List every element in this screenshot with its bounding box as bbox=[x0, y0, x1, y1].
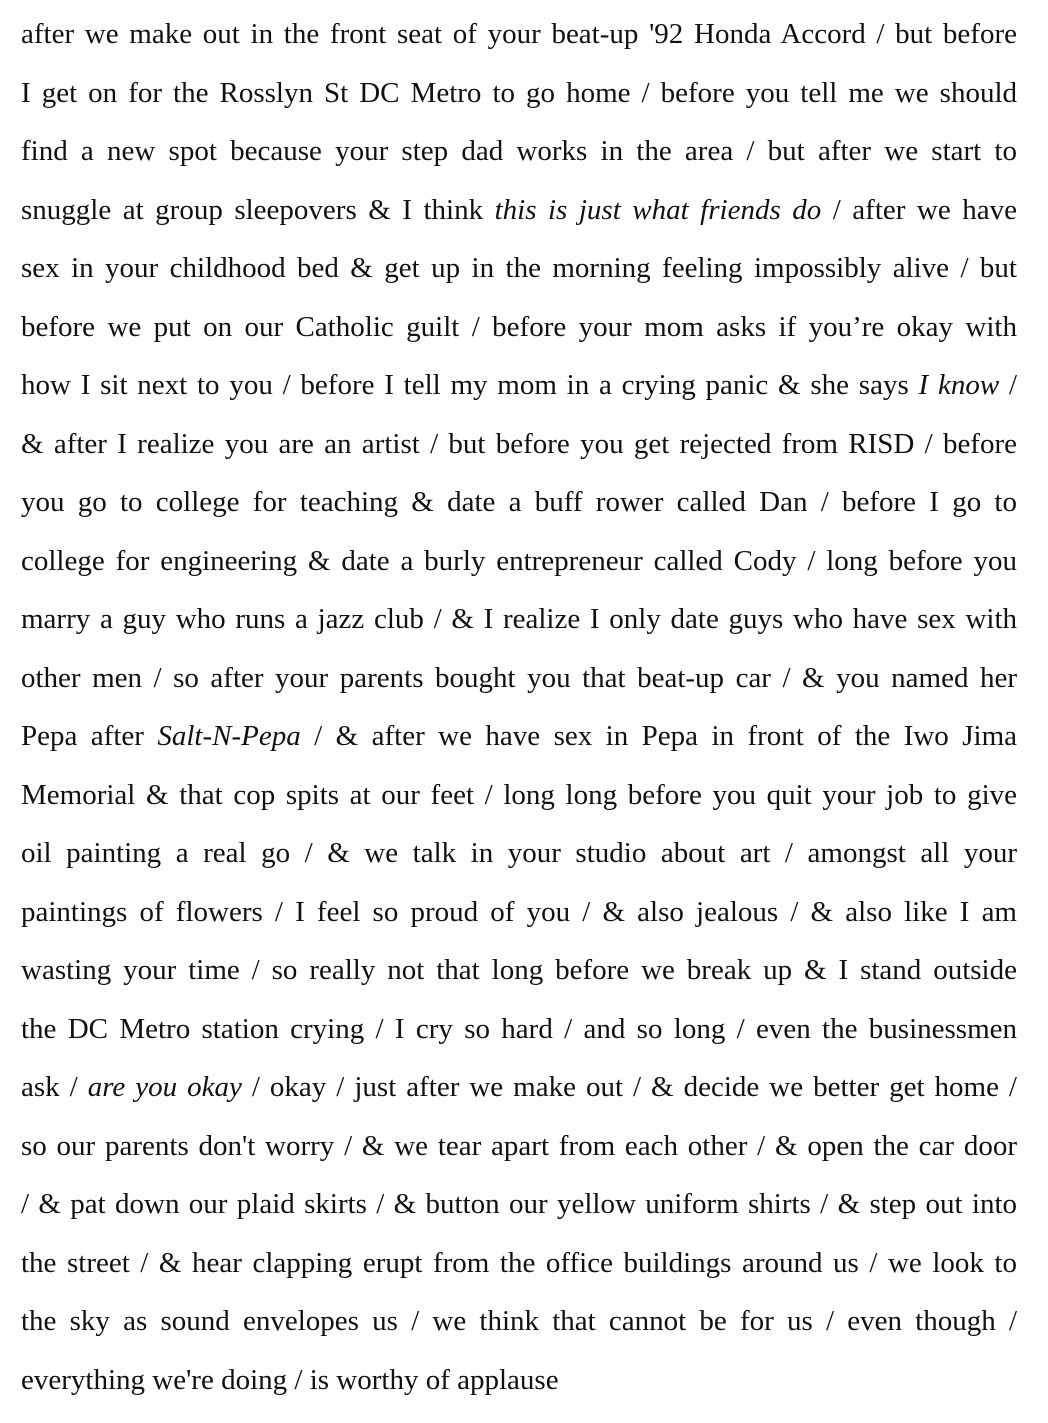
text-segment: Pepa after bbox=[21, 720, 158, 752]
italic-phrase: Salt-N-Pepa bbox=[157, 720, 301, 752]
text-segment: other men / so after your parents bought you that beat-up car / & you named her bbox=[21, 661, 1017, 694]
text-segment: after we make out in the front seat of your beat-up '92 Honda Accord / but before bbox=[21, 18, 1017, 50]
poem-line bbox=[21, 181, 1017, 240]
text-segment: I get on for the Rosslyn St DC Metro to go home / before you tell me we should bbox=[21, 76, 1017, 109]
text-segment: / & pat down our plaid skirts / & button our yellow uniform shirts / & step out into bbox=[21, 1188, 1017, 1220]
text-segment: / okay / just after we make out / & decide we better get home / bbox=[241, 1071, 1017, 1103]
text-segment: ask / bbox=[21, 1071, 88, 1103]
poem-line bbox=[21, 766, 1017, 825]
text-segment: Memorial & that cop spits at our feet / long long before you quit your job to give bbox=[21, 778, 1017, 811]
text-segment: the street / & hear clapping erupt from the office buildings around us / we look to bbox=[21, 1246, 1017, 1279]
text-segment: before we put on our Catholic guilt / before your mom asks if you’re okay with bbox=[21, 310, 1017, 343]
italic-phrase: are you okay bbox=[87, 1071, 242, 1103]
text-segment: find a new spot because your step dad works in the area / but after we start to bbox=[21, 135, 1017, 167]
poem-line bbox=[21, 298, 1017, 357]
poem-line bbox=[21, 122, 1017, 181]
text-segment: / after we have bbox=[821, 193, 1017, 226]
poem-line bbox=[21, 415, 1017, 474]
text-segment: the sky as sound envelopes us / we think that cannot be for us / even though / bbox=[21, 1305, 1017, 1337]
poem-line bbox=[21, 1234, 1017, 1293]
text-segment: sex in your childhood bed & get up in the morning feeling impossibly alive / but bbox=[21, 252, 1017, 284]
text-segment: paintings of flowers / I feel so proud of you / & also jealous / & also like I am bbox=[21, 895, 1017, 928]
italic-phrase: I know bbox=[918, 369, 1000, 401]
poem-line bbox=[21, 1058, 1017, 1117]
poem-line bbox=[21, 239, 1017, 298]
poem-line bbox=[21, 1292, 1017, 1351]
poem-line bbox=[21, 1117, 1017, 1176]
text-segment: you go to college for teaching & date a buff rower called Dan / before I go to bbox=[21, 486, 1017, 518]
poem-line bbox=[21, 707, 1017, 766]
poem-line bbox=[21, 883, 1017, 942]
text-segment: / & after we have sex in Pepa in front of the Iwo Jima bbox=[300, 720, 1017, 752]
poem-line bbox=[21, 532, 1017, 591]
text-segment: so our parents don't worry / & we tear apart from each other / & open the car door bbox=[21, 1129, 1017, 1162]
poem-line bbox=[21, 1000, 1017, 1059]
text-segment: everything we're doing / is worthy of applause bbox=[21, 1363, 559, 1396]
text-segment: wasting your time / so really not that long before we break up & I stand outside bbox=[21, 954, 1017, 986]
poem-line bbox=[21, 64, 1017, 123]
poem-text-block bbox=[21, 5, 1017, 1409]
text-segment: the DC Metro station crying / I cry so hard / and so long / even the businessmen bbox=[21, 1012, 1017, 1045]
text-segment: oil painting a real go / & we talk in your studio about art / amongst all your bbox=[21, 837, 1017, 869]
text-segment: how I sit next to you / before I tell my mom in a crying panic & she says bbox=[21, 369, 919, 401]
poem-line bbox=[21, 824, 1017, 883]
text-segment: / bbox=[999, 369, 1017, 401]
poem-line bbox=[21, 1175, 1017, 1234]
poem-line bbox=[21, 941, 1017, 1000]
italic-phrase: this is just what friends do bbox=[494, 193, 822, 226]
poem-line bbox=[21, 1351, 1017, 1410]
poem-line bbox=[21, 356, 1017, 415]
text-segment: snuggle at group sleepovers & I think bbox=[21, 193, 495, 226]
poem-line bbox=[21, 649, 1017, 708]
text-segment: & after I realize you are an artist / but before you get rejected from RISD / before bbox=[21, 427, 1017, 460]
poem-line bbox=[21, 590, 1017, 649]
text-segment: college for engineering & date a burly entrepreneur called Cody / long before you bbox=[21, 544, 1017, 577]
poem-line bbox=[21, 473, 1017, 532]
poem-line bbox=[21, 5, 1017, 64]
text-segment: marry a guy who runs a jazz club / & I realize I only date guys who have sex with bbox=[21, 603, 1017, 635]
